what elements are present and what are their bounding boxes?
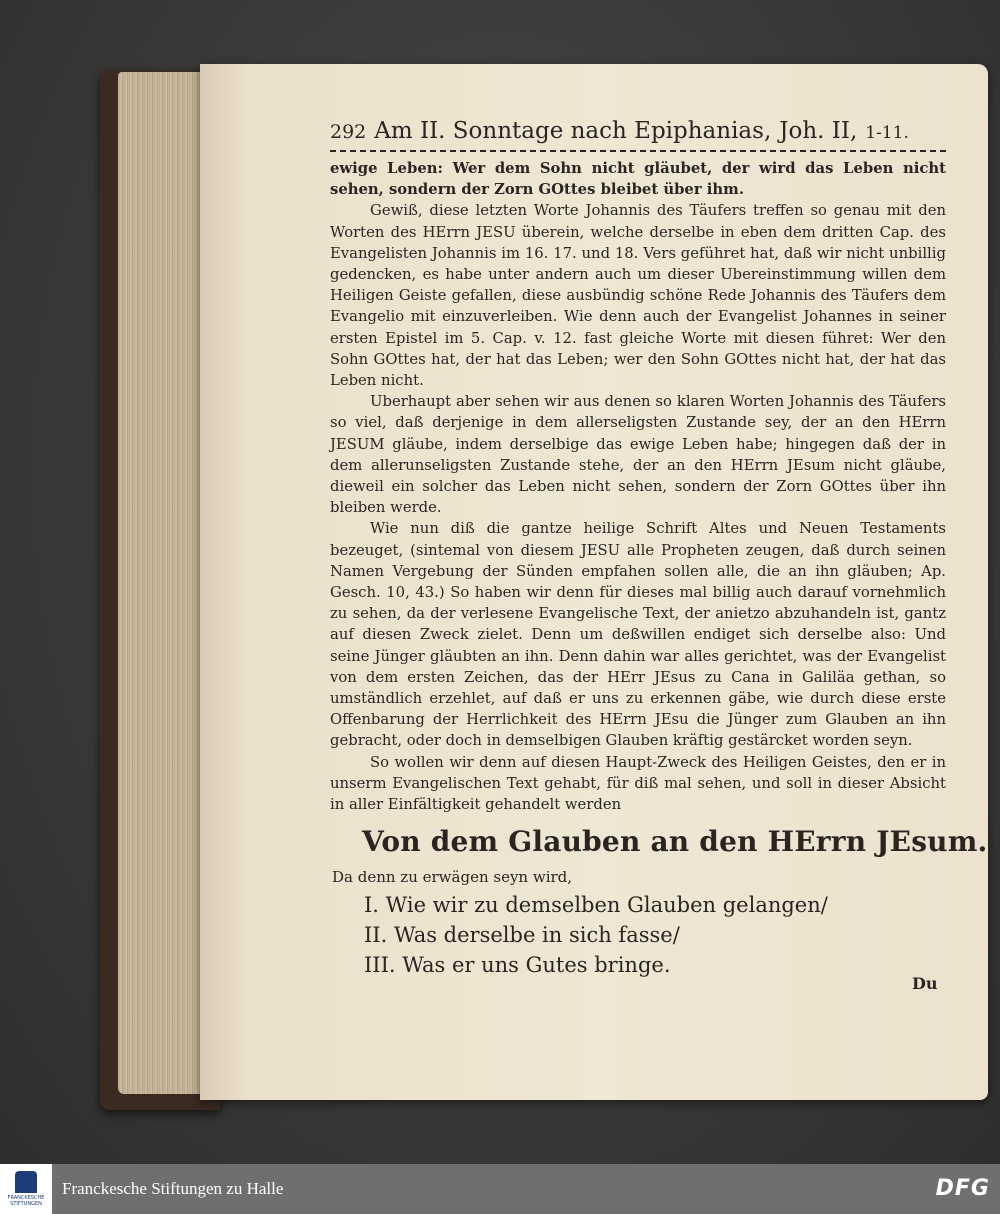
sermon-point: III. Was er uns Gutes bringe.: [364, 953, 671, 978]
institution-name[interactable]: Franckesche Stiftungen zu Halle: [62, 1179, 284, 1198]
paragraph: So wollen wir denn auf diesen Haupt-Zweck des Heiligen Geistes, den er in unserm Evangelischen Text gehabt, für diß mal sehen, und soll in dieser Absicht in aller Einfältigkeit gehandelt werden: [330, 753, 946, 814]
logo-caption: FRANCKESCHE STIFTUNGEN: [7, 1195, 45, 1207]
scripture-reference: Joh. II,: [779, 118, 858, 144]
paragraph: ewige Leben: Wer dem Sohn nicht gläubet, der wird das Leben nicht sehen, sondern der Zorn GOttes bleibet über ihm.: [330, 160, 946, 199]
institution-logo[interactable]: [0, 1164, 52, 1214]
paragraph: Gewiß, diese letzten Worte Johannis des Täufers treffen so genau mit den Worten des HErrn JESU überein, welche derselbe in eben dem dritten Cap. des Evangelisten Johannis im 16. 17. und 18. Vers geführet hat, daß wir nicht unbillig gedencken, es habe unter andern auch um dieser Ubereinstimmung willen dem Heiligen Geiste gefallen, diese ausbündig schöne Rede Johannis des Täufers dem Evangelio mit einzuverleiben. Wie denn auch der Evangelist Johannes in seiner ersten Epistel im 5. Cap. v. 12. fast gleiche Worte mit diesen führet: Wer den Sohn GOttes hat, der hat das Leben; wer den Sohn GOttes nicht hat, der hat das Leben nicht.: [330, 202, 946, 390]
body-text: [330, 158, 946, 815]
page-text: [330, 118, 988, 980]
building-icon: [15, 1171, 37, 1193]
catchword: Du: [912, 974, 938, 993]
page-edges: [118, 72, 210, 1094]
page-number: 292: [330, 121, 367, 143]
running-header: [330, 118, 946, 152]
running-title: Am II. Sonntage nach Epiphanias,: [374, 118, 772, 144]
dfg-logo[interactable]: DFG: [935, 1176, 990, 1201]
sermon-points: [364, 890, 946, 980]
viewer-footer: [0, 1164, 1000, 1214]
sermon-point: II. Was derselbe in sich fasse/: [364, 923, 680, 948]
division-intro: Da denn zu erwägen seyn wird,: [332, 868, 573, 887]
sermon-theme-heading: Von dem Glauben an den HErrn JEsum.: [362, 825, 988, 859]
sermon-point: I. Wie wir zu demselben Glauben gelangen/: [364, 893, 828, 918]
paragraph: Uberhaupt aber sehen wir aus denen so klaren Worten Johannis des Täufers so viel, daß derjenige in dem allerseligsten Zustande sey, der an den HErrn JESUM gläube, indem derselbige das ewige Leben habe; hingegen daß der in dem allerunseligsten Zustande stehe, der an den HErrn JEsum nicht gläube, dieweil ein solcher das Leben nicht sehen, sondern der Zorn GOttes über ihn bleiben werde.: [330, 393, 946, 517]
verse-range: 1-11.: [865, 123, 909, 143]
paragraph: Wie nun diß die gantze heilige Schrift Altes und Neuen Testaments bezeuget, (sintemal von diesem JESU alle Propheten zeugen, daß durch seinen Namen Vergebung der Sünden empfahen sollen alle, die an ihn gläuben; Ap. Gesch. 10, 43.) So haben wir denn für dieses mal billig auch darauf vornehmlich zu sehen, da der verlesene Evangelische Text, der anietzo abzuhandeln ist, gantz auf diesen Zweck zielet. Denn um deßwillen endiget sich derselbe also: Und seine Jünger gläubten an ihn. Denn dahin war alles gerichtet, was der Evangelist von dem ersten Zeichen, das der HErr JEsus zu Cana in Galiläa gethan, so umständlich erzehlet, auf daß er uns zu erkennen gäbe, wie durch diese erste Offenbarung der Herrlichkeit des HErrn JEsu die Jünger zum Glauben an ihn gebracht, oder doch in demselbigen Glauben kräftig gestärcket worden seyn.: [330, 520, 946, 750]
